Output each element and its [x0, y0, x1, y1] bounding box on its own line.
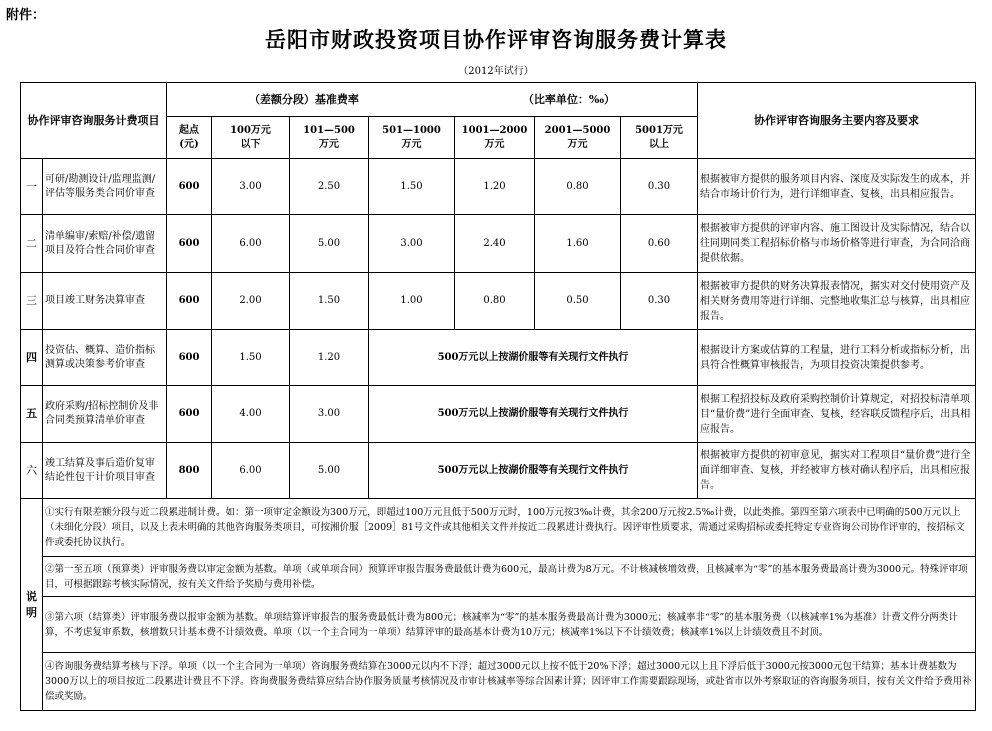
content-cell: 根据被审方提供的财务决算报表情况，据实对交付使用资产及相关财务费用等进行详细、完整地收集汇总与核算，出具相应报告。	[698, 273, 976, 330]
rate-cell: 6.00	[212, 215, 290, 273]
rate-cell: 600	[167, 386, 212, 443]
note-item: ③第六项（结算类）评审服务费以报审金额为基数。单项结算评审报告的服务费最低计费为800元；核减率为“零”的基本服务费最高计费为3000元；核减率非“零”的基本服务费（以核减率1%为基准）计费文件分两类计算，不考虑复审系数，核增数只计基本费不计绩效费。单项（以一个主合同为一单项）结算评审的最高基本计费为10万元；核减率1%以下不计绩效费；核减率1%以上计绩效费且不封顶。	[43, 597, 976, 653]
rate-cell: 3.00	[369, 215, 455, 273]
rate-cell: 1.20	[290, 330, 369, 386]
attachment-label: 附件：	[6, 8, 46, 23]
note-item: ②第一至五项（预算类）评审服务费以审定金额为基数。单项（或单项合同）预算评审报告服务费最低计费为600元，最高计费为8万元。不计核减核增效费，且核减率为“零”的基本服务费最高计费为3000元。特殊评审项目，可根据跟踪考核实际情况，按有关文件给予奖励与费用补偿。	[43, 557, 976, 597]
rate-cell: 0.50	[535, 273, 621, 330]
project-name: 政府采购/招标控制价及非合同类预算清单价审查	[43, 386, 167, 443]
merged-rate-note: 500万元以上按湖价服等有关现行文件执行	[369, 386, 698, 443]
row-index: 二	[21, 215, 43, 273]
fee-table	[20, 82, 976, 711]
range-header: 5001万元 以上	[621, 117, 698, 159]
table-row	[21, 273, 976, 330]
rate-cell: 1.50	[212, 330, 290, 386]
rate-cell: 2.00	[212, 273, 290, 330]
project-name: 竣工结算及事后造价复审结论性包干计价项目审查	[43, 443, 167, 499]
row-index: 四	[21, 330, 43, 386]
note-item: ①实行有限差额分段与近二段累进制计费。如：第一项审定金额设为300万元，即超过100万元且低于500万元时，100万元按3‰计费，其余200万元按2.5‰计费，以此类推。第四至第六项表中已明确的500万元以上（未细化分段）项目，以及上表未明确的其他咨询服务类项目，可按湘价服［2009］81号文件或其他相关文件并按近二段累进计费执行。因评审性质要求，需通过采购招标或委托特定专业咨询公司协作评审的，按招标文件或委托协议执行。	[43, 499, 976, 557]
project-column-header: 协作评审咨询服务计费项目	[21, 83, 167, 159]
content-cell: 根据被审方提供的服务项目内容、深度及实际发生的成本，并结合市场计价行为，进行详细审查、复核，出具相应报告。	[698, 159, 976, 215]
note-row	[21, 557, 976, 597]
rate-cell: 0.80	[455, 273, 535, 330]
rate-cell: 600	[167, 273, 212, 330]
rate-cell: 6.00	[212, 443, 290, 499]
project-name: 清单编审/索赔/补偿/遗留项目及符合性合同价审查	[43, 215, 167, 273]
table-row	[21, 330, 976, 386]
project-name: 项目竣工财务决算审查	[43, 273, 167, 330]
table-row	[21, 443, 976, 499]
rate-cell: 600	[167, 159, 212, 215]
rate-cell: 0.60	[621, 215, 698, 273]
rate-cell: 0.30	[621, 159, 698, 215]
rate-cell: 0.30	[621, 273, 698, 330]
range-header: 起点 (元)	[167, 117, 212, 159]
table-row	[21, 386, 976, 443]
table-row	[21, 159, 976, 215]
table-row	[21, 215, 976, 273]
note-item: ④咨询服务费结算考核与下浮。单项（以一个主合同为一单项）咨询服务费结算在3000元以内不下浮；超过3000元以上按不低于20%下浮；超过3000元以上且下浮后低于3000元按3000元包干结算；基本计费基数为3000万以上的项目按近二段累进计费且不下浮。咨询费服务费结算应结合协作服务质量考核情况及市审计核减率等综合因素计算；因评审工作需要跟踪现场，或赴省市以外考察取证的咨询服务项目，按有关文件给予费用补偿或奖励。	[43, 653, 976, 711]
content-cell: 根据设计方案或估算的工程量，进行工料分析或指标分析，出具符合性概算审核报告，为项目投资决策提供参考。	[698, 330, 976, 386]
note-row	[21, 499, 976, 557]
rate-cell: 5.00	[290, 443, 369, 499]
rate-cell: 600	[167, 215, 212, 273]
note-row	[21, 597, 976, 653]
rate-cell: 1.00	[369, 273, 455, 330]
rate-cell: 1.50	[290, 273, 369, 330]
rate-cell: 3.00	[212, 159, 290, 215]
row-index: 六	[21, 443, 43, 499]
row-index: 三	[21, 273, 43, 330]
rate-header	[167, 83, 698, 117]
range-header: 1001—2000 万元	[455, 117, 535, 159]
rate-cell: 0.80	[535, 159, 621, 215]
rate-cell: 5.00	[290, 215, 369, 273]
rate-cell: 600	[167, 330, 212, 386]
rate-unit: （比率单位：‰）	[522, 92, 616, 106]
page-subtitle: （2012年试行）	[458, 66, 534, 77]
page-title: 岳阳市财政投资项目协作评审咨询服务费计算表	[265, 27, 727, 52]
rate-cell: 4.00	[212, 386, 290, 443]
project-name: 可研/勘测设计/监理监测/评估等服务类合同价审查	[43, 159, 167, 215]
note-row	[21, 653, 976, 711]
rate-cell: 800	[167, 443, 212, 499]
rate-cell: 1.60	[535, 215, 621, 273]
merged-rate-note: 500万元以上按湖价服等有关现行文件执行	[369, 330, 698, 386]
rate-title: （差额分段）基准费率	[248, 92, 359, 106]
rate-cell: 2.40	[455, 215, 535, 273]
content-cell: 根据被审方提供的初审意见，据实对工程项目“量价费”进行全面详细审查、复核，并经被审方核对确认程序后，出具相应报告。	[698, 443, 976, 499]
notes-label: 说明	[21, 499, 43, 711]
merged-rate-note: 500万元以上按湖价服等有关现行文件执行	[369, 443, 698, 499]
rate-cell: 3.00	[290, 386, 369, 443]
rate-cell: 1.50	[369, 159, 455, 215]
range-header: 501—1000 万元	[369, 117, 455, 159]
content-column-header: 协作评审咨询服务主要内容及要求	[698, 83, 976, 159]
range-header: 100万元 以下	[212, 117, 290, 159]
content-cell: 根据被审方提供的评审内容、施工图设计及实际情况，结合以往同期同类工程招标价格与市场价格等进行审查，为合同洽商提供依据。	[698, 215, 976, 273]
rate-cell: 1.20	[455, 159, 535, 215]
row-index: 一	[21, 159, 43, 215]
header-row-1	[21, 83, 976, 117]
row-index: 五	[21, 386, 43, 443]
range-header: 101—500 万元	[290, 117, 369, 159]
range-header: 2001—5000 万元	[535, 117, 621, 159]
project-name: 投资估、概算、造价指标测算或决策参考价审查	[43, 330, 167, 386]
rate-cell: 2.50	[290, 159, 369, 215]
content-cell: 根据工程招投标及政府采购控制价计算规定，对招投标清单项目“量价费”进行全面审查、复核，经容联反馈程序后，出具相应报告。	[698, 386, 976, 443]
